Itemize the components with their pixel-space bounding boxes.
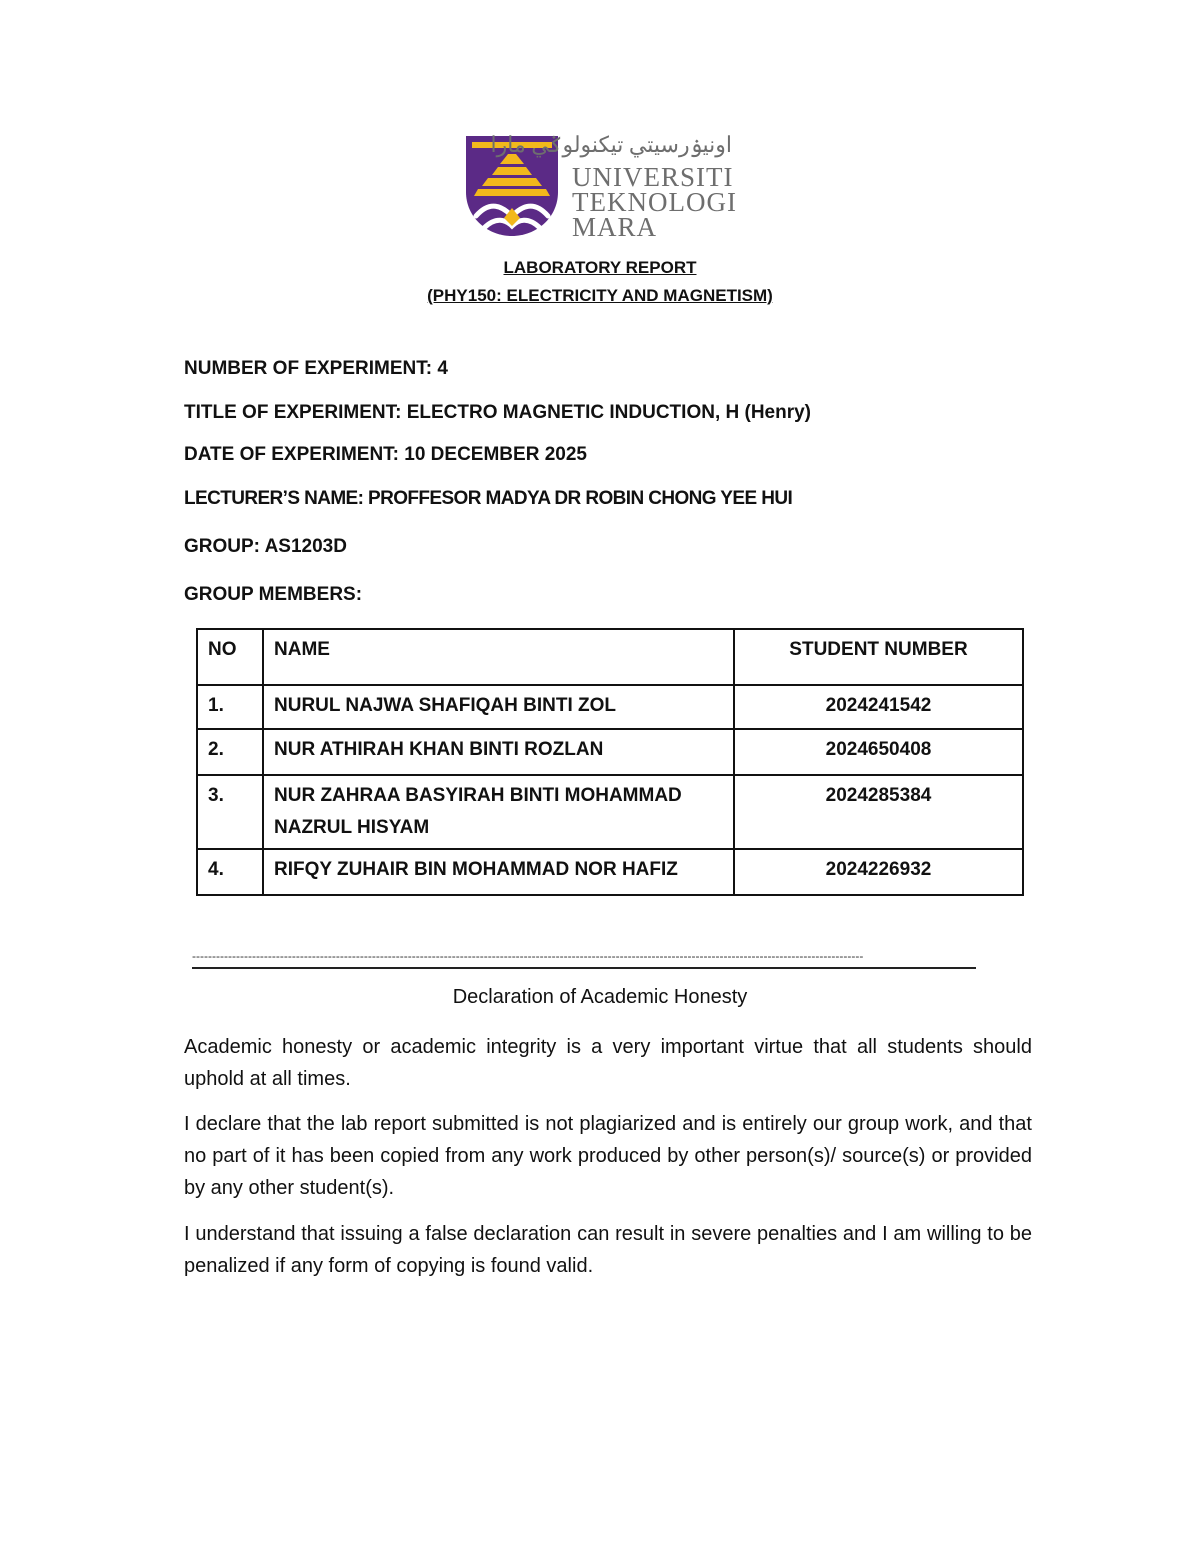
header-no: NO xyxy=(197,629,263,685)
row-no: 4. xyxy=(197,849,263,895)
table-row xyxy=(197,849,1023,895)
logo-text-universiti: UNIVERSITI xyxy=(572,162,734,192)
header-student-number: STUDENT NUMBER xyxy=(734,629,1023,685)
logo-jawi-text: اونيۏرسيتي تيکنولوݢي مارا xyxy=(490,132,732,157)
row-student-number: 2024285384 xyxy=(734,775,1023,849)
row-student-number: 2024226932 xyxy=(734,849,1023,895)
header-name: NAME xyxy=(263,629,734,685)
experiment-date: DATE OF EXPERIMENT: 10 DECEMBER 2025 xyxy=(184,444,587,465)
declaration-paragraph-2: I declare that the lab report submitted is not plagiarized and is entirely our group work, and that no part of it has been copied from any work produced by other person(s)/ source(s) or provided by any other student(s). xyxy=(184,1113,1032,1199)
group-members-table xyxy=(196,628,1024,896)
experiment-title: TITLE OF EXPERIMENT: ELECTRO MAGNETIC INDUCTION, H (Henry) xyxy=(184,402,812,423)
lecturer-name: LECTURER’S NAME: PROFFESOR MADYA DR ROBIN CHONG YEE HUI xyxy=(184,488,793,509)
row-no: 2. xyxy=(197,729,263,775)
row-student-number: 2024241542 xyxy=(734,685,1023,729)
university-logo xyxy=(462,132,742,240)
row-no: 3. xyxy=(197,775,263,849)
row-name: RIFQY ZUHAIR BIN MOHAMMAD NOR HAFIZ xyxy=(263,849,734,895)
declaration-paragraph-1: Academic honesty or academic integrity is a very important virtue that all students should uphold at all times. xyxy=(184,1036,1032,1090)
table-row xyxy=(197,685,1023,729)
course-heading: (PHY150: ELECTRICITY AND MAGNETISM) xyxy=(427,286,773,305)
row-no: 1. xyxy=(197,685,263,729)
group-members-label: GROUP MEMBERS: xyxy=(184,584,363,605)
declaration-title: Declaration of Academic Honesty xyxy=(452,986,748,1008)
logo-text-mara: MARA xyxy=(572,212,658,242)
table-row xyxy=(197,775,1023,849)
declaration-paragraph-3: I understand that issuing a false declaration can result in severe penalties and I am willing to be penalized if any form of copying is found valid. xyxy=(184,1223,1032,1277)
experiment-number: NUMBER OF EXPERIMENT: 4 xyxy=(184,358,448,379)
row-student-number: 2024650408 xyxy=(734,729,1023,775)
table-row xyxy=(197,729,1023,775)
row-name: NURUL NAJWA SHAFIQAH BINTI ZOL xyxy=(263,685,734,729)
row-name: NUR ZAHRAA BASYIRAH BINTI MOHAMMAD NAZRUL HISYAM xyxy=(263,775,734,849)
report-heading: LABORATORY REPORT xyxy=(503,258,697,277)
logo-text-teknologi: TEKNOLOGI xyxy=(572,187,737,217)
table-header-row xyxy=(197,629,1023,685)
group-code: GROUP: AS1203D xyxy=(184,536,347,557)
row-name: NUR ATHIRAH KHAN BINTI ROZLAN xyxy=(263,729,734,775)
dashed-separator: ------------------------------------------------------------------------------------------------------------------------------------------------------------------------ xyxy=(192,949,976,969)
